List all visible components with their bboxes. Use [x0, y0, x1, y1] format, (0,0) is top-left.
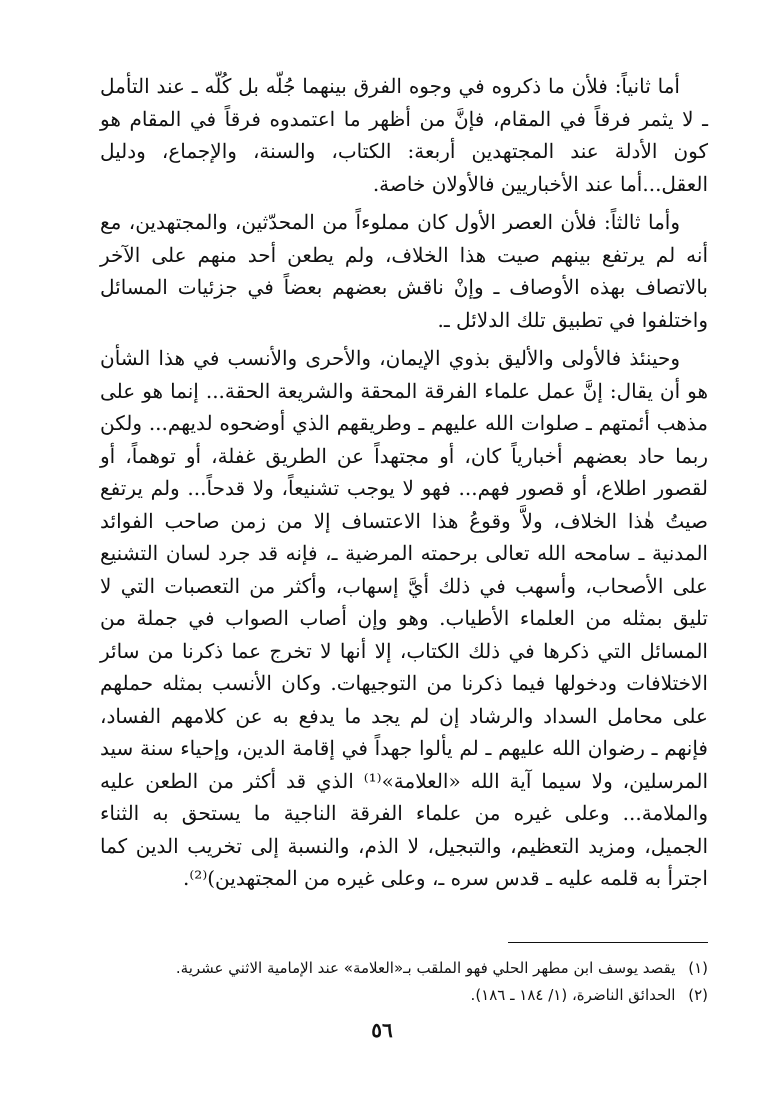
main-text	[100, 70, 708, 901]
footnote-item	[100, 982, 708, 1009]
footnote-text: يقصد يوسف ابن مطهر الحلي فهو الملقب بـ«العلامة» عند الإمامية الاثني عشرية.	[175, 959, 676, 977]
page-number: ٥٦	[371, 1018, 393, 1042]
footnote-number: (١)	[688, 959, 708, 977]
paragraph-conclusion: وحينئذ فالأولى والأليق بذوي الإيمان، والأحرى والأنسب في هذا الشأن هو أن يقال: إنَّ عمل علماء الفرقة المحقة والشريعة الحقة... إنما هو على مذهب أئمتهم ـ صلوات الله عليهم ـ وطريقهم الذي أوضحوه لديهم... ولكن ربما حاد بعضهم أخبارياً كان، أو مجتهداً عن الطريق غفلة، أو توهماً، أو لقصور اطلاع، أو قصور فهم... فهو لا يوجب تشنيعاً، ولا قدحاً... ولم يرتفع صيتُ هٰذا الخلاف، ولاَّ وقوعُ هذا الاعتساف إلا من زمن صاحب الفوائد المدنية ـ سامحه الله تعالى برحمته المرضية ـ، فإنه قد جرد لسان التشنيع على الأصحاب، وأسهب في ذلك أيَّ إسهاب، وأكثر من التعصبات التي لا تليق بمثله من العلماء الأطياب. وهو وإن أصاب الصواب في جملة من المسائل التي ذكرها في ذلك الكتاب، إلا أنها لا تخرج عما ذكرنا من سائر الاختلافات ودخولها فيما ذكرنا من التوجيهات. وكان الأنسب بمثله حملهم على محامل السداد والرشاد إن لم يجد ما يدفع به عن كلامهم الفساد، فإنهم ـ رضوان الله عليهم ـ لم يألوا جهداً في إقامة الدين، وإحياء سنة سيد المرسلين، ولا سيما آية الله «العلامة»⁽¹⁾ الذي قد أكثر من الطعن عليه والملامة... وعلى غيره من علماء الفرقة الناجية ما يستحق به الثناء الجميل، ومزيد التعظيم، والتبجيل، لا الذم، والنسبة إلى تخريب الدين كما اجترأ به قلمه عليه ـ قدس سره ـ، وعلى غيره من المجتهدين)⁽²⁾.	[100, 346, 708, 890]
footnote-number: (٢)	[688, 986, 708, 1004]
footnote-divider	[508, 942, 708, 943]
paragraph-third-reason: وأما ثالثاً: فلأن العصر الأول كان مملوءاً من المحدّثين، والمجتهدين، مع أنه لم يرتفع بينهم صيت هذا الخلاف، ولم يطعن أحد منهم على الآخر بالاتصاف بهذه الأوصاف ـ وإنْ ناقش بعضهم بعضاً في جزئيات المسائل واختلفوا في تطبيق تلك الدلائل ـ.	[100, 210, 708, 332]
paragraph-second-reason: أما ثانياً: فلأن ما ذكروه في وجوه الفرق بينهما جُلّه بل كُلّه ـ عند التأمل ـ لا يثمر فرقاً في المقام، فإنَّ من أظهر ما اعتمدوه فرقاً في المقام هو كون الأدلة عند المجتهدين أربعة: الكتاب، والسنة، والإجماع، ودليل العقل...أما عند الأخباريين فالأولان خاصة.	[100, 74, 708, 196]
footnote-text: الحدائق الناضرة، (١/ ١٨٤ ـ ١٨٦).	[470, 986, 676, 1004]
footnote-item	[100, 955, 708, 982]
footnotes	[100, 955, 708, 1009]
